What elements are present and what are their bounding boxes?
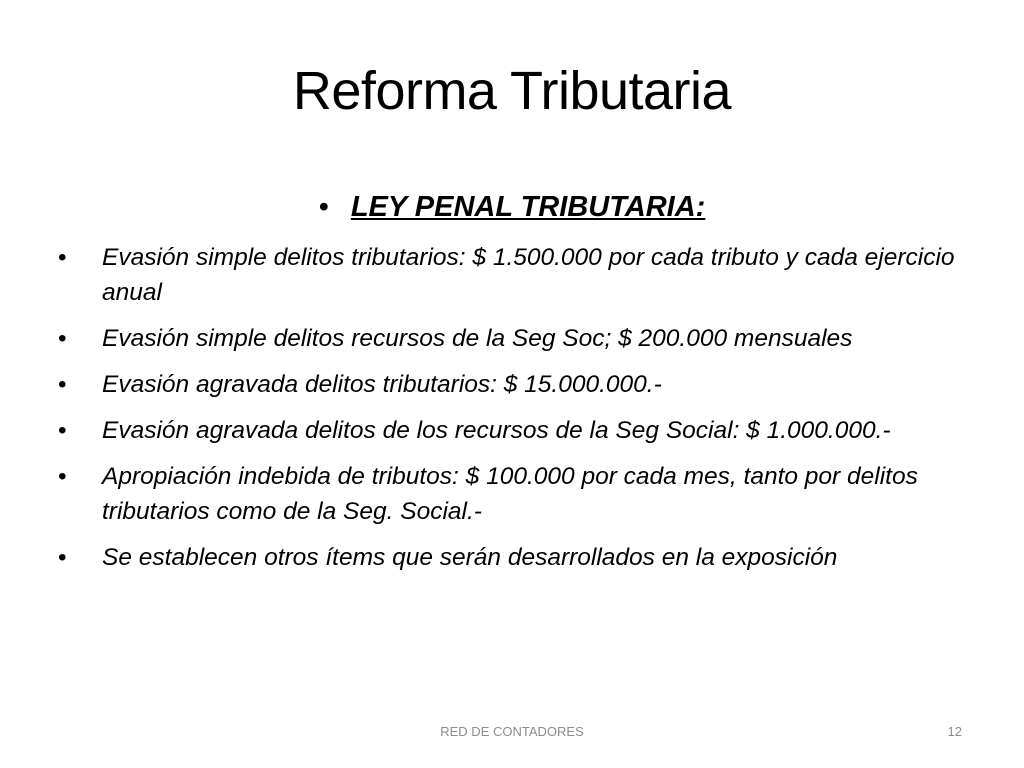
footer-text: RED DE CONTADORES	[440, 724, 584, 739]
list-item	[58, 240, 978, 310]
list-item	[58, 321, 978, 356]
bullet-list	[58, 240, 978, 586]
list-item	[58, 459, 978, 529]
bullet-icon: •	[58, 463, 67, 490]
list-item-text: Evasión agravada delitos tributarios: $ 15.000.000.-	[102, 371, 662, 398]
page-number: 12	[947, 724, 962, 739]
list-item-text: Apropiación indebida de tributos: $ 100.000 por cada mes, tanto por delitos tributarios como de la Seg. Social.-	[102, 463, 918, 525]
list-item	[58, 367, 978, 402]
list-item-text: Evasión simple delitos tributarios: $ 1.500.000 por cada tributo y cada ejercicio anual	[102, 244, 955, 306]
bullet-icon: •	[58, 244, 67, 271]
list-item-text: Evasión agravada delitos de los recursos de la Seg Social: $ 1.000.000.-	[102, 417, 891, 444]
list-item	[58, 540, 978, 575]
section-heading-text: LEY PENAL TRIBUTARIA:	[350, 191, 706, 223]
slide-title: Reforma Tributaria	[292, 61, 732, 121]
bullet-icon: •	[58, 371, 67, 398]
bullet-icon: •	[58, 325, 67, 352]
section-heading	[0, 190, 1024, 225]
list-item-text: Se establecen otros ítems que serán desarrollados en la exposición	[102, 544, 838, 571]
bullet-icon: •	[58, 417, 67, 444]
bullet-icon: •	[318, 191, 329, 223]
list-item	[58, 413, 978, 448]
list-item-text: Evasión simple delitos recursos de la Seg Soc; $ 200.000 mensuales	[102, 325, 853, 352]
bullet-icon: •	[58, 544, 67, 571]
